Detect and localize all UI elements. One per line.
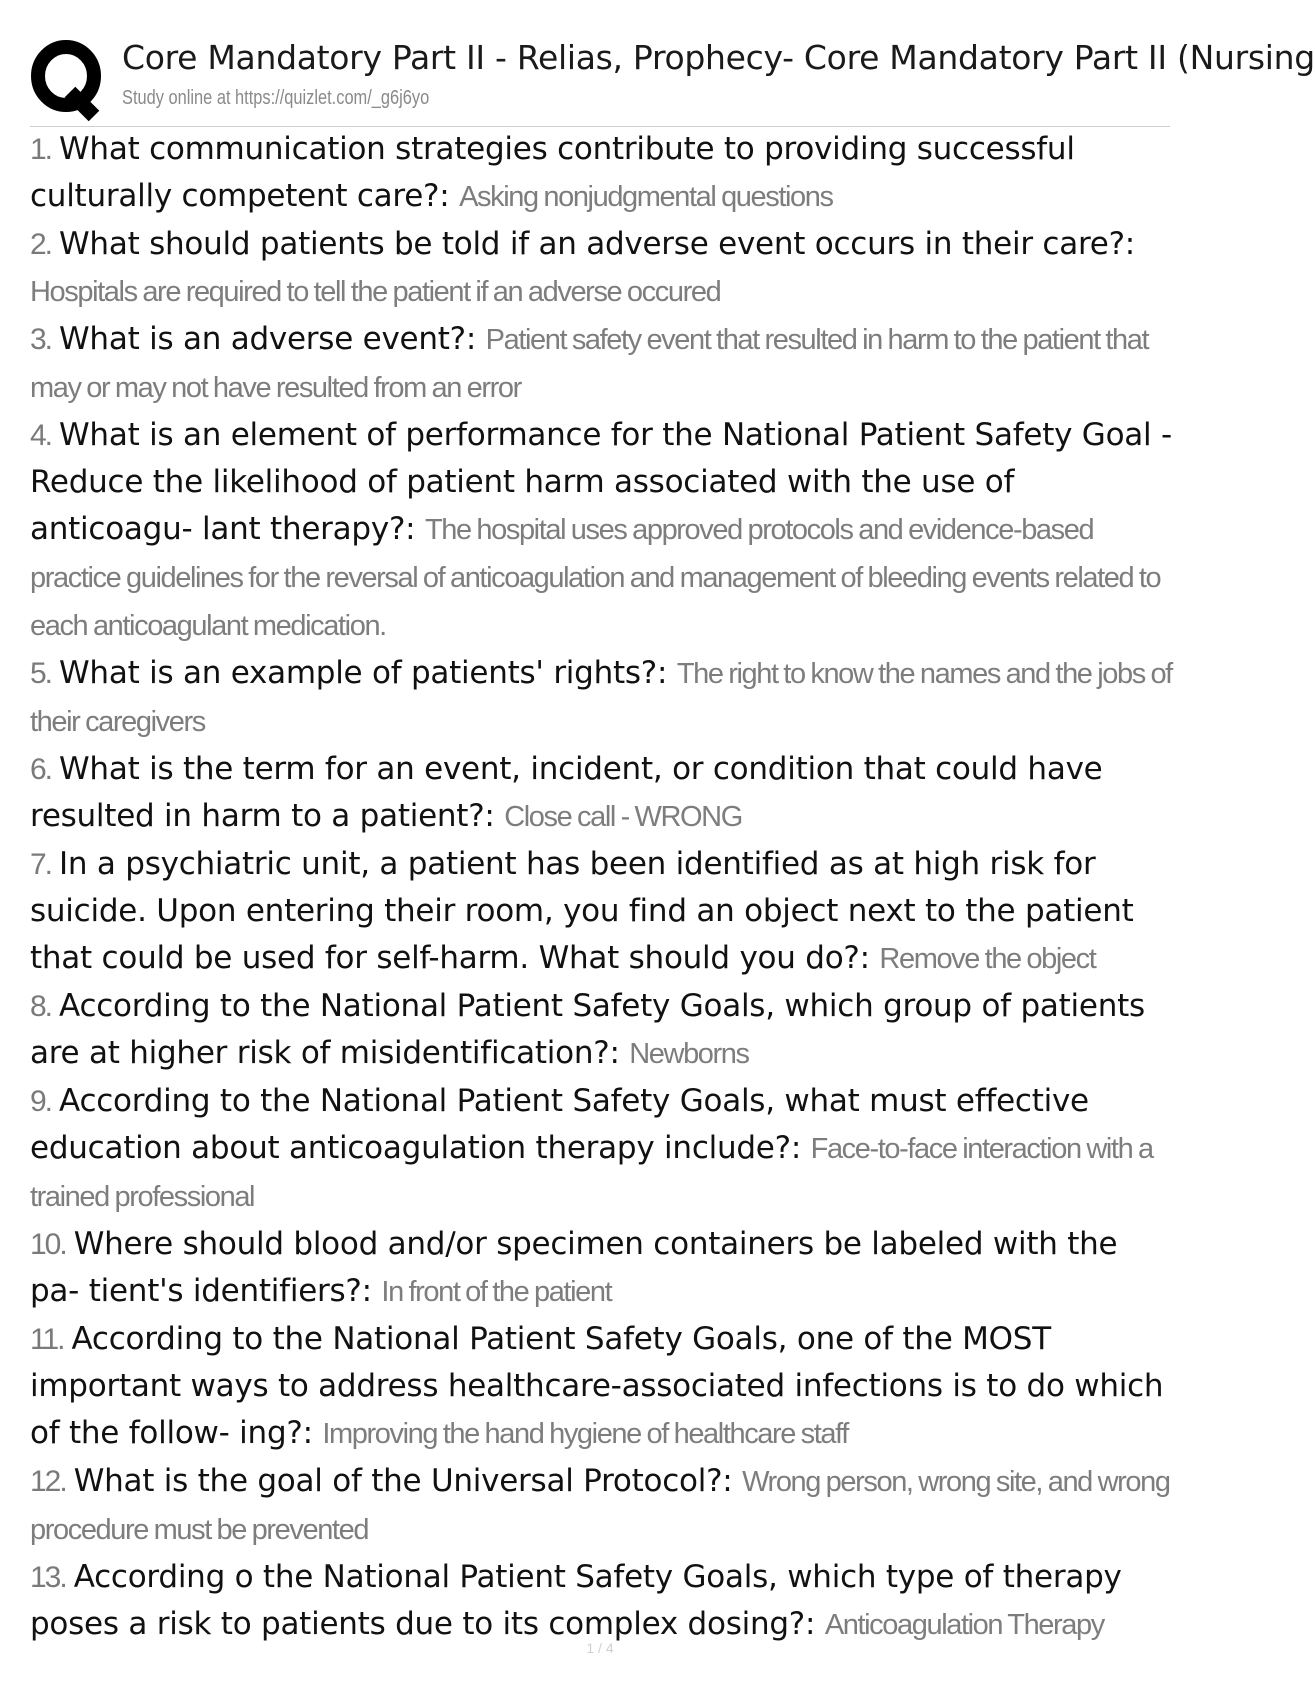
item-number: 2. <box>30 228 52 261</box>
answer-text: The hospital uses approved protocols and evidence-based practice guidelines for the reversal of anticoagulation and management of bleeding events related to each anticoagulant medication. <box>30 514 1161 642</box>
document-title: Core Mandatory Part II - Relias, Prophecy- Core Mandatory Part II (Nursing <box>122 38 1315 77</box>
qa-item <box>30 650 1175 746</box>
question-text: What is an adverse event?: <box>59 321 477 357</box>
item-number: 7. <box>30 848 52 881</box>
question-text: According to the National Patient Safety Goals, what must effective education about anticoagulation therapy include?: <box>30 1083 1089 1166</box>
study-online-link[interactable]: Study online at https://quizlet.com/_g6j6yo <box>122 87 430 109</box>
answer-text: Newborns <box>629 1038 749 1070</box>
item-number: 1. <box>30 133 52 166</box>
item-number: 13. <box>30 1561 66 1594</box>
qa-item <box>30 221 1175 316</box>
item-number: 3. <box>30 323 52 356</box>
qa-item <box>30 1554 1175 1649</box>
question-text: Where should blood and/or specimen containers be labeled with the pa- tient's identifiers?: <box>30 1226 1118 1309</box>
qa-item <box>30 1316 1175 1458</box>
qa-item <box>30 1458 1175 1554</box>
qa-item <box>30 983 1175 1078</box>
answer-text: The right to know the names and the jobs of their caregivers <box>30 658 1172 738</box>
qa-item <box>30 1078 1175 1221</box>
answer-text: Face-to-face interaction with a trained professional <box>30 1133 1153 1213</box>
quizlet-logo-icon <box>32 36 132 122</box>
item-number: 6. <box>30 753 52 786</box>
item-number: 10. <box>30 1228 66 1261</box>
item-number: 4. <box>30 419 52 452</box>
answer-text: Wrong person, wrong site, and wrong procedure must be prevented <box>30 1466 1170 1546</box>
question-text: What should patients be told if an adverse event occurs in their care?: <box>59 226 1135 262</box>
question-list <box>30 126 1175 1649</box>
question-text: What is the goal of the Universal Protocol?: <box>73 1463 733 1499</box>
answer-text: Patient safety event that resulted in harm to the patient that may or may not have resulted from an error <box>30 324 1149 404</box>
question-text: According to the National Patient Safety Goals, which group of patients are at higher risk of misidentification?: <box>30 988 1145 1071</box>
item-number: 8. <box>30 990 52 1023</box>
item-number: 11. <box>30 1323 64 1356</box>
question-text: According to the National Patient Safety Goals, one of the MOST important ways to address healthcare-associated infections is to do which of the follow- ing?: <box>30 1321 1164 1451</box>
answer-text: Improving the hand hygiene of healthcare staff <box>322 1418 848 1450</box>
document-header <box>30 30 1315 127</box>
qa-item <box>30 841 1175 983</box>
page-number: 1 / 4 <box>586 1640 614 1656</box>
item-number: 5. <box>30 657 52 690</box>
qa-item <box>30 316 1175 412</box>
question-text: What is an element of performance for the National Patient Safety Goal - Reduce the likelihood of patient harm associated with the use of anticoagu- lant therapy?: <box>30 417 1172 547</box>
qa-item <box>30 126 1175 221</box>
qa-item <box>30 746 1175 841</box>
item-number: 9. <box>30 1085 52 1118</box>
answer-text: Asking nonjudgmental questions <box>459 181 833 213</box>
qa-item <box>30 1221 1175 1316</box>
qa-item <box>30 412 1175 650</box>
item-number: 12. <box>30 1465 66 1498</box>
answer-text: In front of the patient <box>381 1276 612 1308</box>
answer-text: Hospitals are required to tell the patient if an adverse occured <box>30 276 721 308</box>
question-text: What communication strategies contribute to providing successful culturally competent care?: <box>30 131 1075 214</box>
question-text: According o the National Patient Safety Goals, which type of therapy poses a risk to patients due to its complex dosing?: <box>30 1559 1122 1642</box>
question-text: What is the term for an event, incident, or condition that could have resulted in harm to a patient?: <box>30 751 1103 834</box>
question-text: What is an example of patients' rights?: <box>59 655 668 691</box>
answer-text: Close call - WRONG <box>504 801 742 833</box>
answer-text: Remove the object <box>879 943 1096 975</box>
question-text: In a psychiatric unit, a patient has been identified as at high risk for suicide. Upon entering their room, you find an object next to the patient that could be used for self-harm. What should you do?: <box>30 846 1134 976</box>
answer-text: Anticoagulation Therapy <box>824 1609 1104 1641</box>
